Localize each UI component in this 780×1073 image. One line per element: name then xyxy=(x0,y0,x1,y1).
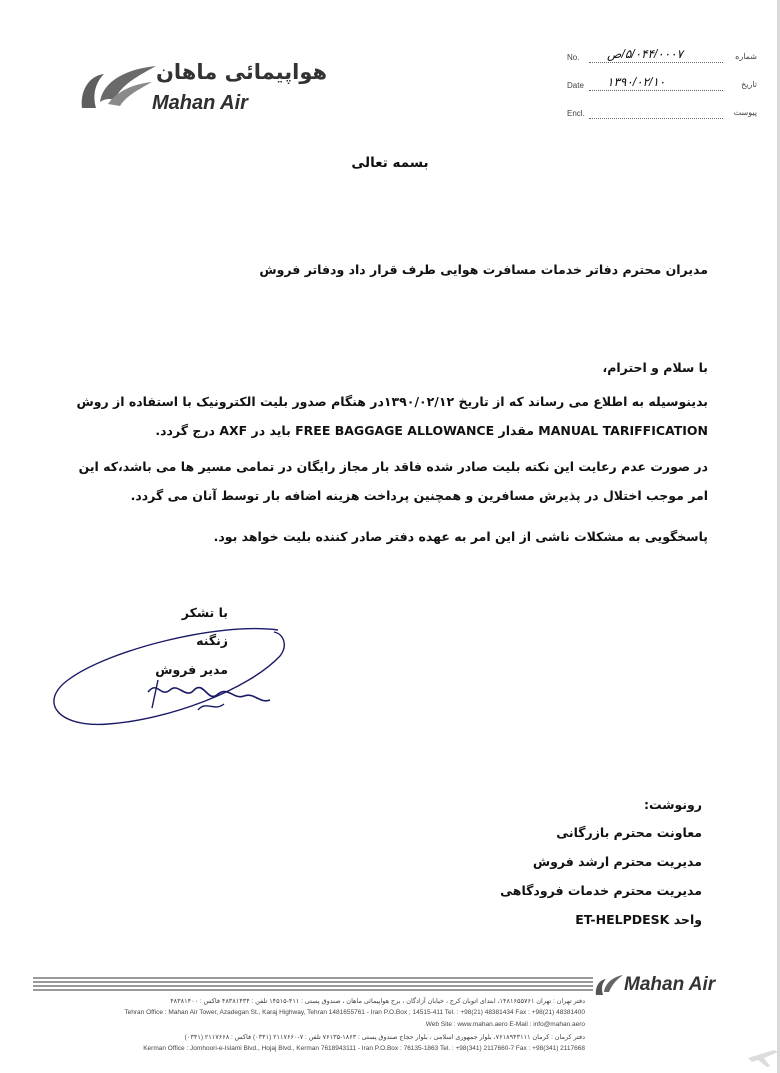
footer-tehran-en: Tehran Office : Mahan Air Tower, Azadegan St., Karaj Highway, Tehran 1481655761 - Iran P.O.Box ; 14515-411 Tel. : +98(21) 48381434 Fax : +98(21) 48381400 xyxy=(124,1009,585,1016)
number-label-en: No. xyxy=(567,53,580,62)
copy-recipient: مدیریت محترم ارشد فروش xyxy=(532,854,702,869)
date-label-en: Date xyxy=(567,81,584,90)
paragraph-3: پاسخگویی به مشکلات ناشی از این امر به عهده دفتر صادر کننده بلیت خواهد بود. xyxy=(213,529,708,544)
encl-row xyxy=(567,104,757,132)
copy-recipient: مدیریت محترم خدمات فرودگاهی xyxy=(500,883,702,898)
date-row xyxy=(567,76,757,104)
footer-kerman-en: Kerman Office : Jomhoori-e-Islami Blvd., Hojaj Blvd., Kerman 7618943111 - Iran P.O.Box : 76135-1863 Tel. : +98(341) 2117660-7 Fax : +98(341) 2117668 xyxy=(143,1045,585,1052)
date-line xyxy=(589,90,723,91)
logo-persian-text: هواپیمائی ماهان xyxy=(156,60,328,84)
paragraph-1: بدینوسیله به اطلاع می رساند که از تاریخ ۱۳۹۰/۰۲/۱۲در هنگام صدور بلیت الکترونیک با استفاده از روش MANUAL TARIFFICATION مقدار FREE BAGGAGE ALLOWANCE باید در AXF درج گردد. xyxy=(76,394,708,438)
encl-label-en: Encl. xyxy=(567,109,585,118)
encl-label-fa: پیوست xyxy=(733,108,757,117)
mahan-air-logo xyxy=(78,58,328,118)
footer-logo xyxy=(594,970,744,1000)
footer-tehran-fa: دفتر تهران : تهران ۱۴۸۱۶۵۵۷۶۱، ابتدای اتوبان کرج ، خیابان آزادگان ، برج هواپیمائی ماهان ، صندوق پستی : ۴۱۱-۱۴۵۱۵ تلفن : ۴۸۳۸۱۴۳۴ فاکس : ۴۸۳۸۱۴۰۰ xyxy=(170,998,585,1005)
letter-meta xyxy=(567,48,757,132)
copies-list xyxy=(402,818,702,934)
copies-title: رونوشت: xyxy=(643,797,702,812)
copy-recipient: واحد ET-HELPDESK xyxy=(575,912,702,927)
bird-logo-icon xyxy=(78,62,158,112)
number-label-fa: شماره xyxy=(735,52,757,61)
letter-title: بسمه تعالی xyxy=(351,155,429,171)
signer-title: مدیر فروش xyxy=(155,662,228,677)
salutation: با سلام و احترام، xyxy=(602,360,708,375)
copy-recipient: معاونت محترم بازرگانی xyxy=(556,825,702,840)
footer-kerman-fa: دفتر کرمان : کرمان ۷۶۱۸۹۴۳۱۱۱، بلوار جمهوری اسلامی ، بلوار حجاج صندوق پستی : ۱۸۶۳-۷۶۱۳۵ تلفن : ۷-۲۱۱۷۶۶۰ (۰۳۴۱) فاکس : ۲۱۱۷۶۶۸ (۰۳۴۱) xyxy=(184,1034,585,1041)
number-value: ۵/۰۴۴/۰۰۰۷/ص xyxy=(607,47,684,61)
closing-thanks: با تشکر xyxy=(181,605,228,620)
number-row xyxy=(567,48,757,76)
airplane-watermark-icon xyxy=(744,1040,780,1070)
number-line xyxy=(589,62,723,63)
footer-web: Web Site : www.mahan.aero E-Mail : info@mahan.aero xyxy=(425,1021,585,1028)
footer-stripes xyxy=(33,977,593,995)
addressee: مدیران محترم دفاتر خدمات مسافرت هوایی طرف قرار داد ودفاتر فروش xyxy=(259,262,708,277)
date-label-fa: تاریخ xyxy=(741,80,757,89)
date-value: ۱۳۹۰/۰۲/۱۰ xyxy=(607,75,666,89)
encl-line xyxy=(589,118,723,119)
footer-bird-icon xyxy=(594,973,624,997)
footer-logo-text: Mahan Air xyxy=(624,974,716,995)
signer-name: زنگنه xyxy=(196,633,228,648)
paragraph-2: در صورت عدم رعایت این نکته بلیت صادر شده فاقد بار مجاز رایگان در تمامی مسیر ها می باشد،که این امر موجب اختلال در پذیرش مسافرین و همچنین پرداخت هزینه اضافه بار توسط آنان می گردد. xyxy=(78,459,708,503)
logo-english-text: Mahan Air xyxy=(152,92,248,114)
